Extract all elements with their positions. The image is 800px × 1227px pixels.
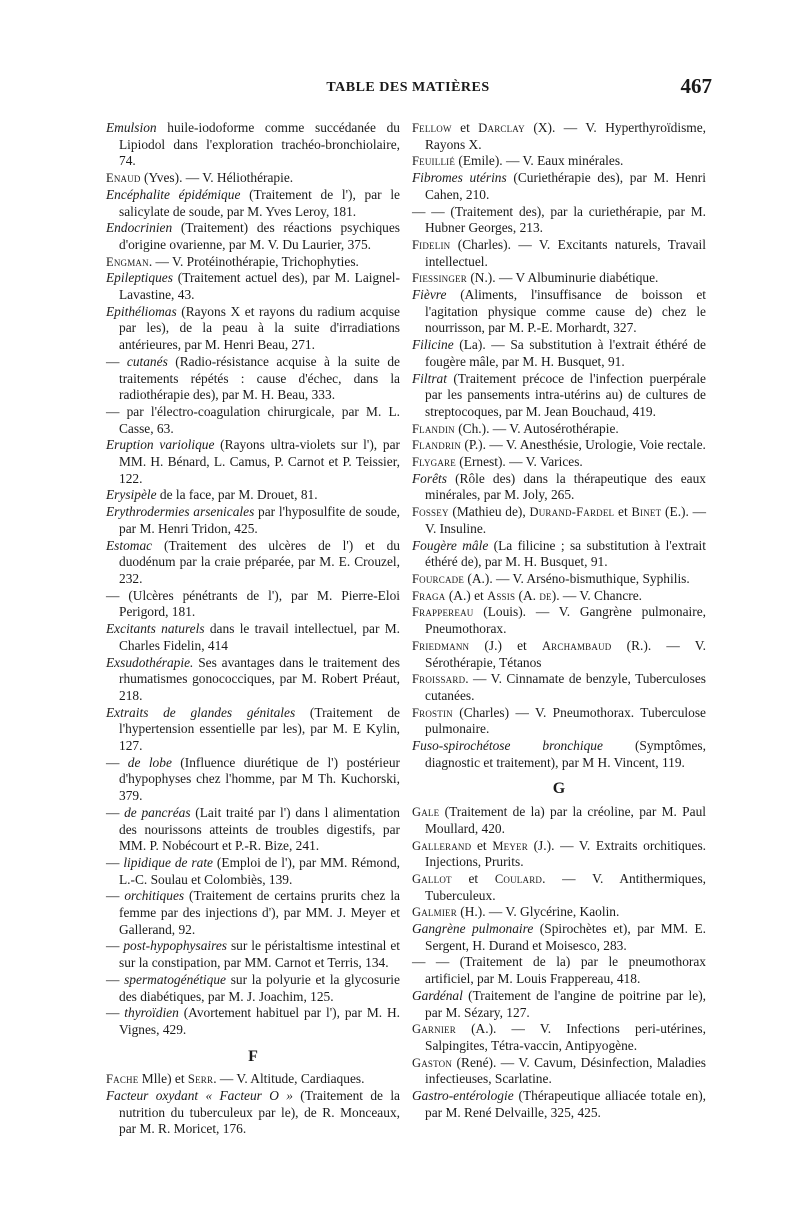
index-entry: Gardénal (Traitement de l'angine de poitrine par le), par M. Sézary, 127.: [412, 987, 706, 1020]
index-entry: Erythrodermies arsenicales par l'hyposulfite de soude, par M. Henri Tridon, 425.: [106, 504, 400, 536]
index-entry: Flandrin (P.). — V. Anesthésie, Urologie, Voie rectale.: [412, 437, 706, 453]
index-entry: Exsudothérapie. Ses avantages dans le traitement des rhumatismes gonococciques, par M. Robert Préaut, 218.: [106, 654, 400, 703]
index-entry: Emulsion huile-iodoforme comme succédanée du Lipiodol dans l'exploration trachéo-bronchiolaire, 74.: [106, 120, 400, 169]
index-entries-e: [106, 120, 400, 1039]
index-entry: Frappereau (Louis). — V. Gangrène pulmonaire, Pneumothorax.: [412, 604, 706, 637]
index-entries-g: [412, 804, 706, 1121]
index-entry: Gastro-entérologie (Thérapeutique alliacée totale en), par M. René Delvaille, 325, 425.: [412, 1088, 706, 1120]
index-entry: Enaud (Yves). — V. Héliothérapie.: [106, 170, 294, 186]
index-entries-f: [106, 1071, 400, 1138]
index-entry: Fossey (Mathieu de), Durand-Fardel et Binet (E.). — V. Insuline.: [412, 504, 707, 536]
index-entry: Encéphalite épidémique (Traitement de l'), par le salicylate de soude, par M. Yves Leroy, 181.: [106, 186, 400, 219]
index-entry: Fibromes utérins (Curiethérapie des), par M. Henri Cahen, 210.: [412, 170, 706, 202]
index-entry: Flandin (Ch.). — V. Autosérothérapie.: [412, 420, 619, 436]
index-entry: — orchitiques (Traitement de certains prurits chez la femme par des injections d'), par MM. J. Meyer et Gallerand, 92.: [106, 888, 400, 937]
index-entry: Fache Mlle) et Serr. — V. Altitude, Cardiaques.: [106, 1071, 365, 1087]
index-entry: — cutanés (Radio-résistance acquise à la suite de traitements répétés : cause d'échec, dans la radiothérapie des), par M. H. Beau, 333.: [106, 353, 400, 403]
index-entry: Gale (Traitement de la) par la créoline, par M. Paul Moullard, 420.: [412, 804, 706, 836]
index-entry: — lipidique de rate (Emploi de l'), par MM. Rémond, L.-C. Soulau et Colombiès, 139.: [106, 854, 400, 887]
index-entry: Extraits de glandes génitales (Traitement de l'hypertension essentielle par les), par M. E Kylin, 127.: [106, 704, 400, 754]
index-entry: Excitants naturels dans le travail intellectuel, par M. Charles Fidelin, 414: [106, 621, 401, 653]
index-entry: — de pancréas (Lait traité par l') dans l alimentation des nourissons atteints de troubles digestifs, par MM. P. Nobécourt et P.-R. Bize, 241.: [106, 804, 400, 854]
index-entry: Forêts (Rôle des) dans la thérapeutique des eaux minérales, par M. Joly, 265.: [412, 470, 706, 503]
index-entry: Filicine (La). — Sa substitution à l'extrait éthéré de fougère mâle, par M. H. Busquet, 91.: [412, 337, 706, 369]
index-entry: Engman. — V. Protéinothérapie, Trichophyties.: [106, 253, 359, 269]
index-entry: Erysipèle de la face, par M. Drouet, 81.: [106, 487, 318, 503]
index-entry: — — (Traitement de la) par le pneumothorax artificiel, par M. Louis Frappereau, 418.: [412, 954, 706, 987]
index-entry: Filtrat (Traitement précoce de l'infection puerpérale par les pansements intra-utérins au) de cultures de streptocoques, par M. Jean Bouchaud, 419.: [412, 370, 706, 419]
index-entry: Facteur oxydant « Facteur O » (Traitement de la nutrition du tuberculeux par le), de R. Monceaux, par M. R. Moricet, 176.: [106, 1088, 400, 1137]
index-entries-f-continued: [412, 120, 706, 771]
index-entry: — spermatogénétique sur la polyurie et la glycosurie des diabétiques, par M. J. Joachim, 125.: [106, 971, 400, 1004]
index-entry: Epileptiques (Traitement actuel des), par M. Laignel-Lavastine, 43.: [106, 270, 400, 303]
left-column: [106, 120, 400, 1138]
index-entry: Epithéliomas (Rayons X et rayons du radium acquise par les), de la peau à la suite d'irradiations antérieures, par M. Henri Beau, 271.: [106, 303, 400, 353]
index-entry: Feuillié (Emile). — V. Eaux minérales.: [412, 153, 624, 169]
index-entry: — thyroïdien (Avortement habituel par l'), par M. H. Vignes, 429.: [106, 1005, 400, 1037]
index-entry: Fourcade (A.). — V. Arséno-bismuthique, Syphilis.: [412, 570, 690, 586]
index-entry: Gallerand et Meyer (J.). — V. Extraits orchitiques. Injections, Prurits.: [412, 837, 706, 870]
index-entry: Gallot et Coulard. — V. Antithermiques, Tuberculeux.: [412, 870, 706, 903]
index-entry: Garnier (A.). — V. Infections peri-utérines, Salpingites, Tétra-vaccin, Antipyogène.: [412, 1021, 706, 1053]
index-entry: Frostin (Charles) — V. Pneumothorax. Tuberculose pulmonaire.: [412, 704, 706, 737]
index-entry: — de lobe (Influence diurétique de l') postérieur d'hypophyses chez l'homme, par M Th. Kuchorski, 379.: [106, 754, 400, 804]
index-entry: Gangrène pulmonaire (Spirochètes et), par MM. E. Sergent, H. Durand et Moisesco, 283.: [412, 921, 706, 953]
right-column: [412, 120, 706, 1121]
index-entry: Fougère mâle (La filicine ; sa substitution à l'extrait éthéré de), par M. H. Busquet, 91.: [412, 537, 706, 570]
page-header: [104, 74, 712, 104]
index-entry: Fidelin (Charles). — V. Excitants naturels, Travail intellectuel.: [412, 236, 706, 269]
index-entry: Fièvre (Aliments, l'insuffisance de boisson et l'agitation physique comme cause de) chez le nourrisson, par M. P.-E. Morhardt, 327.: [412, 287, 706, 336]
index-entry: Estomac (Traitement des ulcères de l') et du duodénum par la craie préparée, par M. E. Crouzel, 232.: [106, 537, 400, 586]
index-entry: — (Ulcères pénétrants de l'), par M. Pierre-Eloi Perigord, 181.: [106, 587, 400, 620]
index-entry: Fiessinger (N.). — V Albuminurie diabétique.: [412, 270, 659, 286]
index-entry: Galmier (H.). — V. Glycérine, Kaolin.: [412, 904, 620, 920]
index-entry: — par l'électro-coagulation chirurgicale, par M. L. Casse, 63.: [106, 403, 400, 436]
index-entry: — — (Traitement des), par la curiethérapie, par M. Hubner Georges, 213.: [412, 203, 706, 236]
running-title: TABLE DES MATIÈRES: [326, 80, 490, 95]
index-entry: Gaston (René). — V. Cavum, Désinfection, Maladies infectieuses, Scarlatine.: [412, 1054, 706, 1087]
index-entry: — post-hypophysaires sur le péristaltisme intestinal et sur la constipation, par MM. Carnot et Terris, 134.: [106, 938, 400, 971]
section-letter-f: F: [248, 1047, 258, 1065]
index-entry: Eruption variolique (Rayons ultra-violets sur l'), par MM. H. Bénard, L. Camus, P. Carnot et P. Teissier, 122.: [106, 437, 400, 486]
index-entry: Friedmann (J.) et Archambaud (R.). — V. Sérothérapie, Tétanos: [412, 637, 707, 670]
index-entry: Froissard. — V. Cinnamate de benzyle, Tuberculoses cutanées.: [412, 671, 706, 703]
index-entry: Endocrinien (Traitement) des réactions psychiques d'origine ovarienne, par M. V. Du Laurier, 375.: [106, 220, 400, 252]
index-entry: Fraga (A.) et Assis (A. de). — V. Chancre.: [412, 587, 643, 603]
section-letter-g: G: [552, 780, 566, 798]
index-entry: Fuso-spirochétose bronchique (Symptômes, diagnostic et traitement), par M H. Vincent, 119.: [412, 738, 706, 770]
index-entry: Flygare (Ernest). — V. Varices.: [412, 454, 583, 470]
page-number: 467: [680, 74, 712, 98]
index-entry: Fellow et Darclay (X). — V. Hyperthyroïdisme, Rayons X.: [412, 120, 706, 152]
